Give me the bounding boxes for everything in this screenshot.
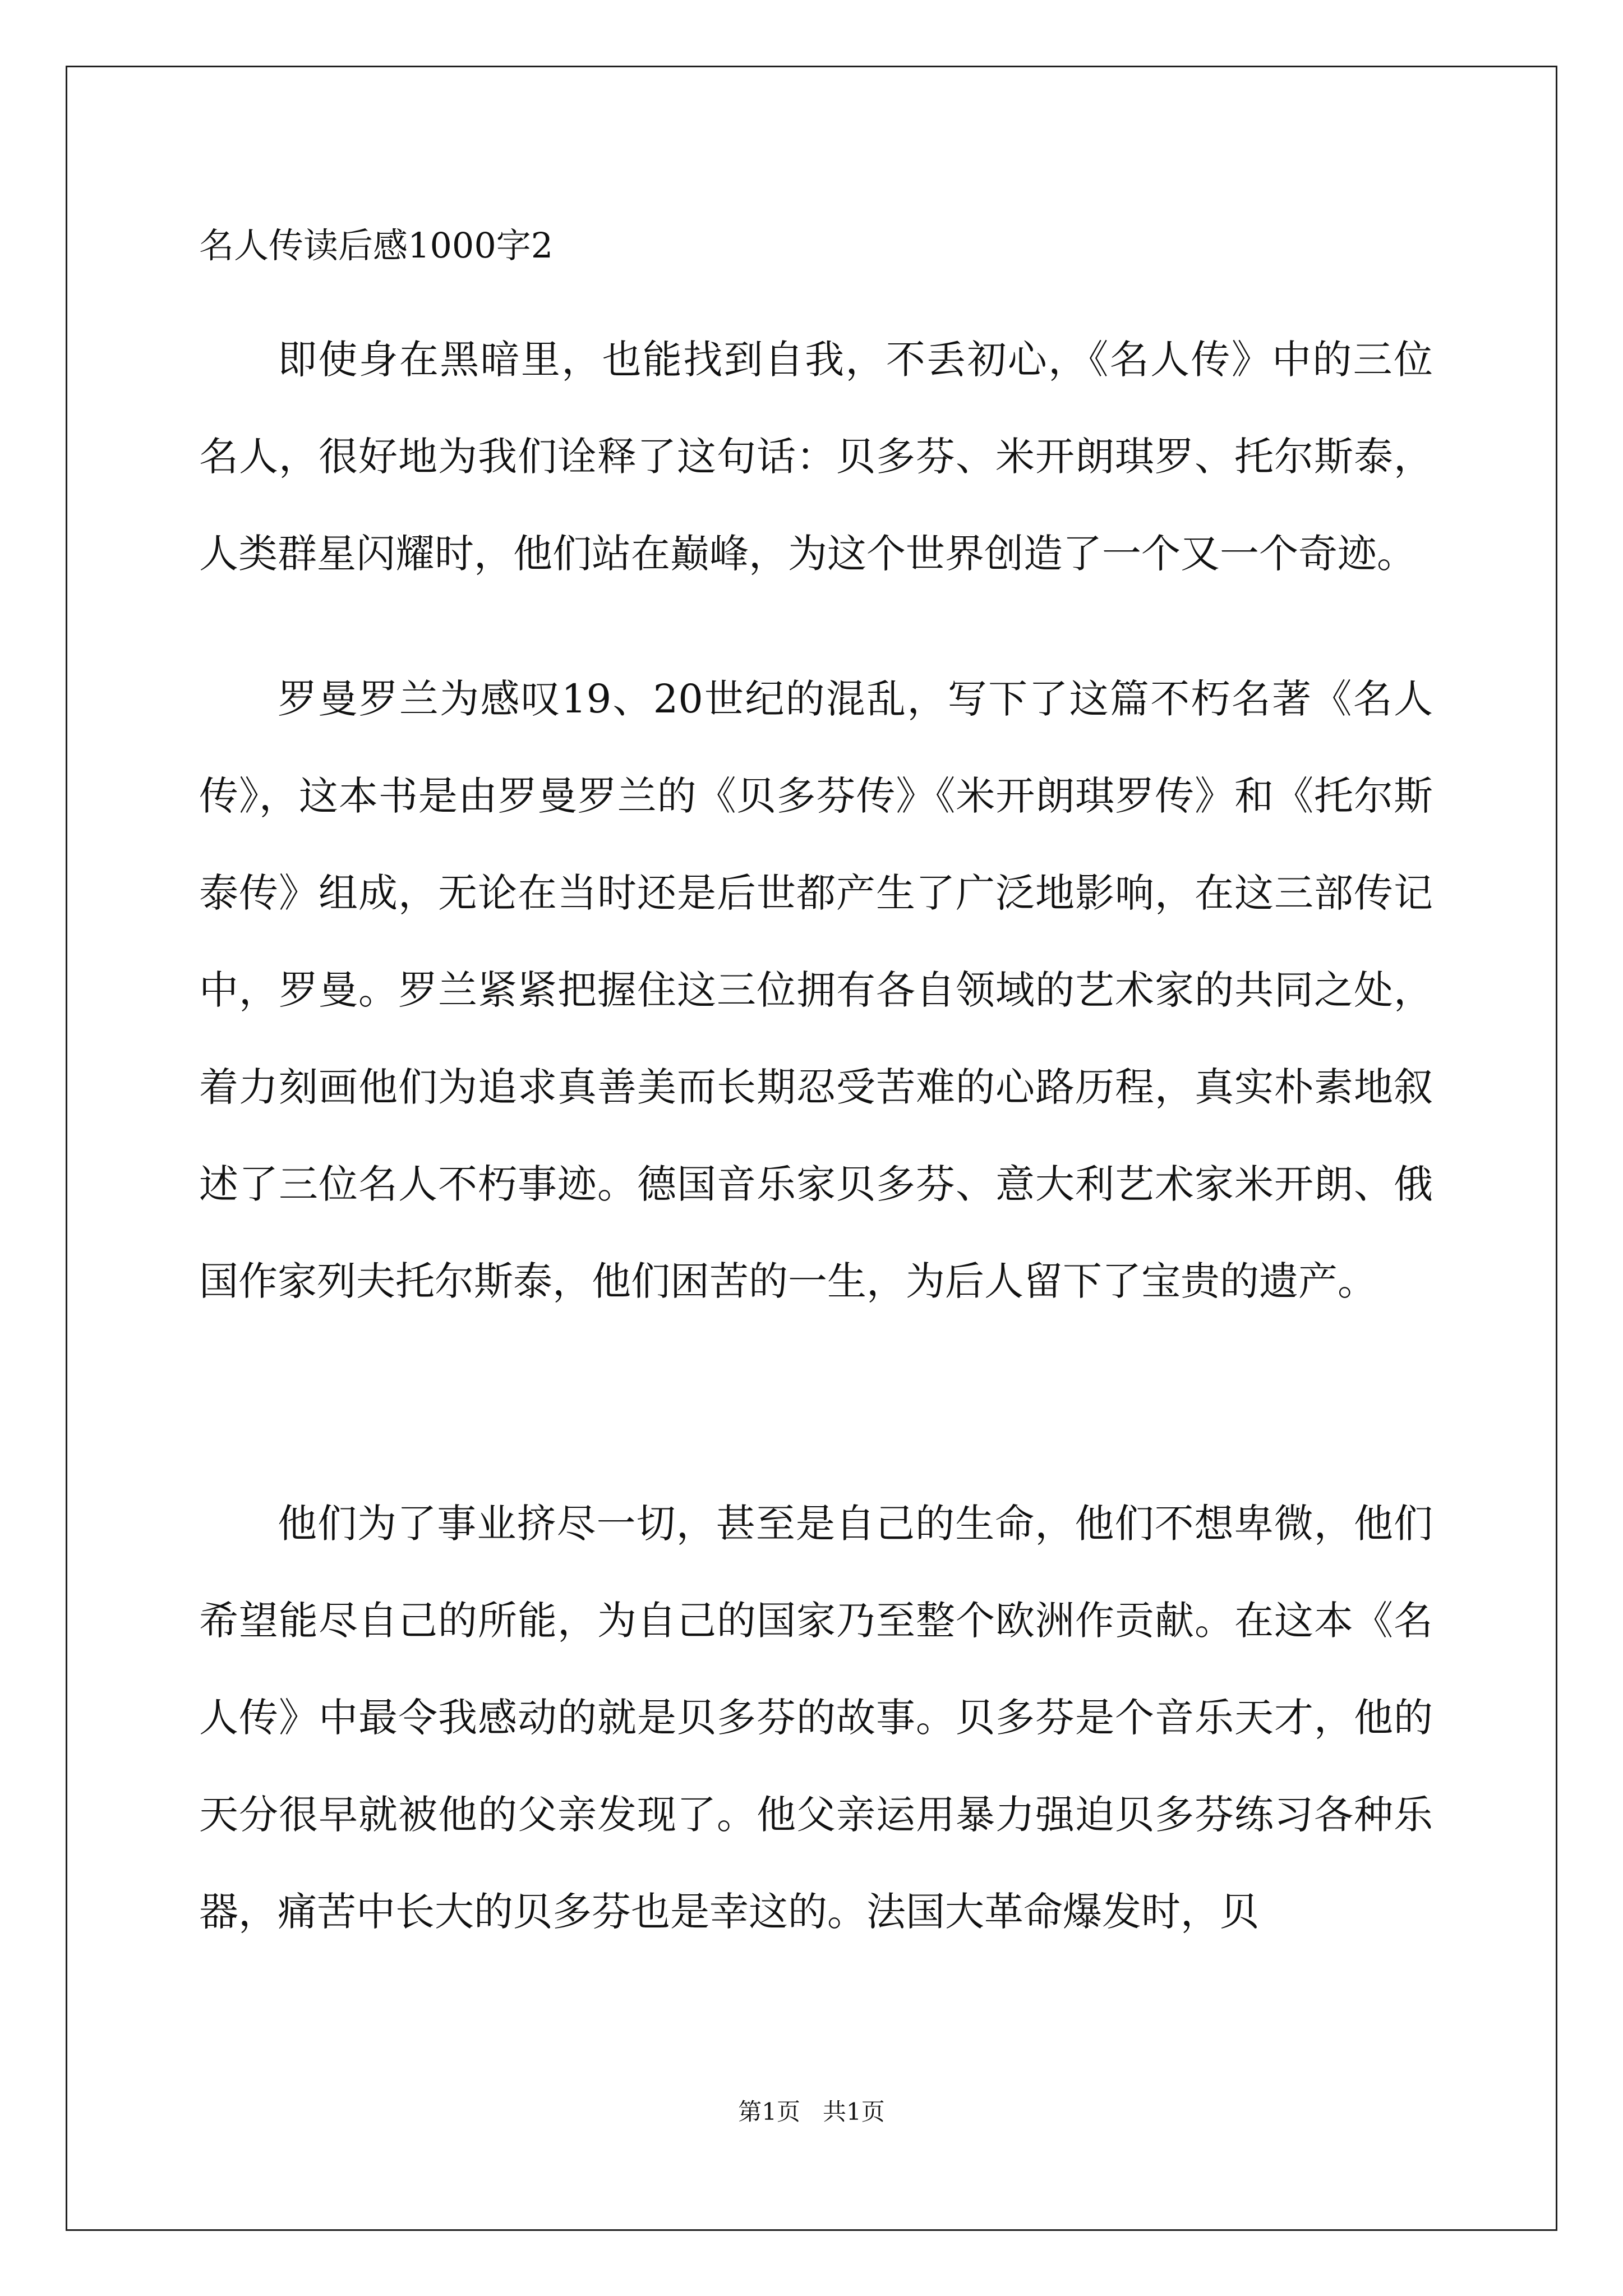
paragraph: 即使身在黑暗里，也能找到自我，不丢初心，《名人传》中的三位名人，很好地为我们诠释了这句话：贝多芬、米开朗琪罗、托尔斯泰，人类群星闪耀时，他们站在巅峰，为这个世界创造了一个又一个奇迹。: [199, 337, 1433, 577]
document-title: 名人传读后感1000字2: [199, 225, 554, 266]
paragraph: 他们为了事业挤尽一切，甚至是自己的生命，他们不想卑微，他们希望能尽自己的所能，为自己的国家乃至整个欧洲作贡献。在这本《名人传》中最令我感动的就是贝多芬的故事。贝多芬是个音乐天才，他的天分很早就被他的父亲发现了。他父亲运用暴力强迫贝多芬练习各种乐器，痛苦中长大的贝多芬也是幸这的。法国大革命爆发时，贝: [199, 1501, 1433, 1935]
paragraph: 罗曼罗兰为感叹19、20世纪的混乱，写下了这篇不朽名著《名人传》，这本书是由罗曼罗兰的《贝多芬传》《米开朗琪罗传》和《托尔斯泰传》组成，无论在当时还是后世都产生了广泛地影响，在这三部传记中，罗曼。罗兰紧紧把握住这三位拥有各自领域的艺术家的共同之处，着力刻画他们为追求真善美而长期忍受苦难的心路历程，真实朴素地叙述了三位名人不朽事迹。德国音乐家贝多芬、意大利艺术家米开朗、俄国作家列夫托尔斯泰，他们困苦的一生，为后人留下了宝贵的遗产。: [199, 676, 1433, 1304]
page-number-footer: 第1页 共1页: [738, 2098, 885, 2125]
